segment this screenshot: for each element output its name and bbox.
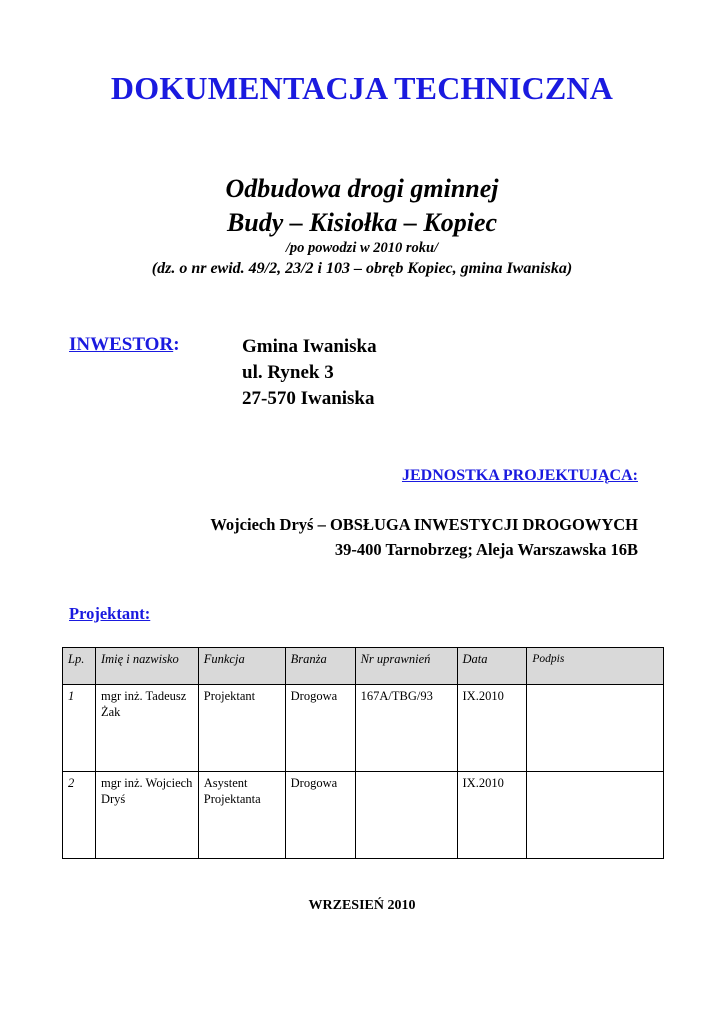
investor-street: ul. Rynek 3 xyxy=(242,362,334,383)
header-name: Imię i nazwisko xyxy=(95,648,198,685)
design-unit-label: JEDNOSTKA PROJEKTUJĄCA: xyxy=(401,467,638,484)
table-row xyxy=(63,685,664,772)
header-branch: Branża xyxy=(285,648,355,685)
cell-role: Projektant xyxy=(198,685,285,772)
cell-branch: Drogowa xyxy=(285,772,355,859)
header-signature: Podpis xyxy=(527,648,664,685)
cell-signature xyxy=(527,772,664,859)
cell-branch: Drogowa xyxy=(285,685,355,772)
designer-label: Projektant: xyxy=(69,604,151,623)
cell-date: IX.2010 xyxy=(457,685,527,772)
project-note: /po powodzi w 2010 roku/ xyxy=(285,240,439,256)
document-date: WRZESIEŃ 2010 xyxy=(308,898,416,913)
project-title-line2: Budy – Kisiołka – Kopiec xyxy=(226,208,498,237)
header-date: Data xyxy=(457,648,527,685)
cell-signature xyxy=(527,685,664,772)
document-title: DOKUMENTACJA TECHNICZNA xyxy=(110,70,614,106)
investor-label xyxy=(69,334,180,356)
investor-label-colon: : xyxy=(173,334,180,355)
designer-table xyxy=(62,647,664,859)
cell-license: 167A/TBG/93 xyxy=(355,685,457,772)
cell-role: Asystent Projektanta xyxy=(198,772,285,859)
cell-license xyxy=(355,772,457,859)
table-row xyxy=(63,772,664,859)
header-lp: Lp. xyxy=(63,648,96,685)
design-unit-line2: 39-400 Tarnobrzeg; Aleja Warszawska 16B xyxy=(334,540,638,559)
project-title-line1: Odbudowa drogi gminnej xyxy=(225,174,499,203)
investor-address xyxy=(242,334,377,412)
header-role: Funkcja xyxy=(198,648,285,685)
cell-name: mgr inż. Tadeusz Żak xyxy=(95,685,198,772)
investor-label-text: INWESTOR xyxy=(69,334,174,355)
cell-date: IX.2010 xyxy=(457,772,527,859)
cell-lp: 1 xyxy=(63,685,96,772)
design-unit-address xyxy=(210,512,638,562)
investor-city: 27-570 Iwaniska xyxy=(242,388,375,409)
cell-name: mgr inż. Wojciech Dryś xyxy=(95,772,198,859)
cell-lp: 2 xyxy=(63,772,96,859)
investor-name: Gmina Iwaniska xyxy=(242,336,377,357)
table-header-row xyxy=(63,648,664,685)
project-parcels: (dz. o nr ewid. 49/2, 23/2 i 103 – obręb Kopiec, gmina Iwaniska) xyxy=(151,260,573,277)
design-unit-line1: Wojciech Dryś – OBSŁUGA INWESTYCJI DROGOWYCH xyxy=(210,515,638,534)
header-license: Nr uprawnień xyxy=(355,648,457,685)
